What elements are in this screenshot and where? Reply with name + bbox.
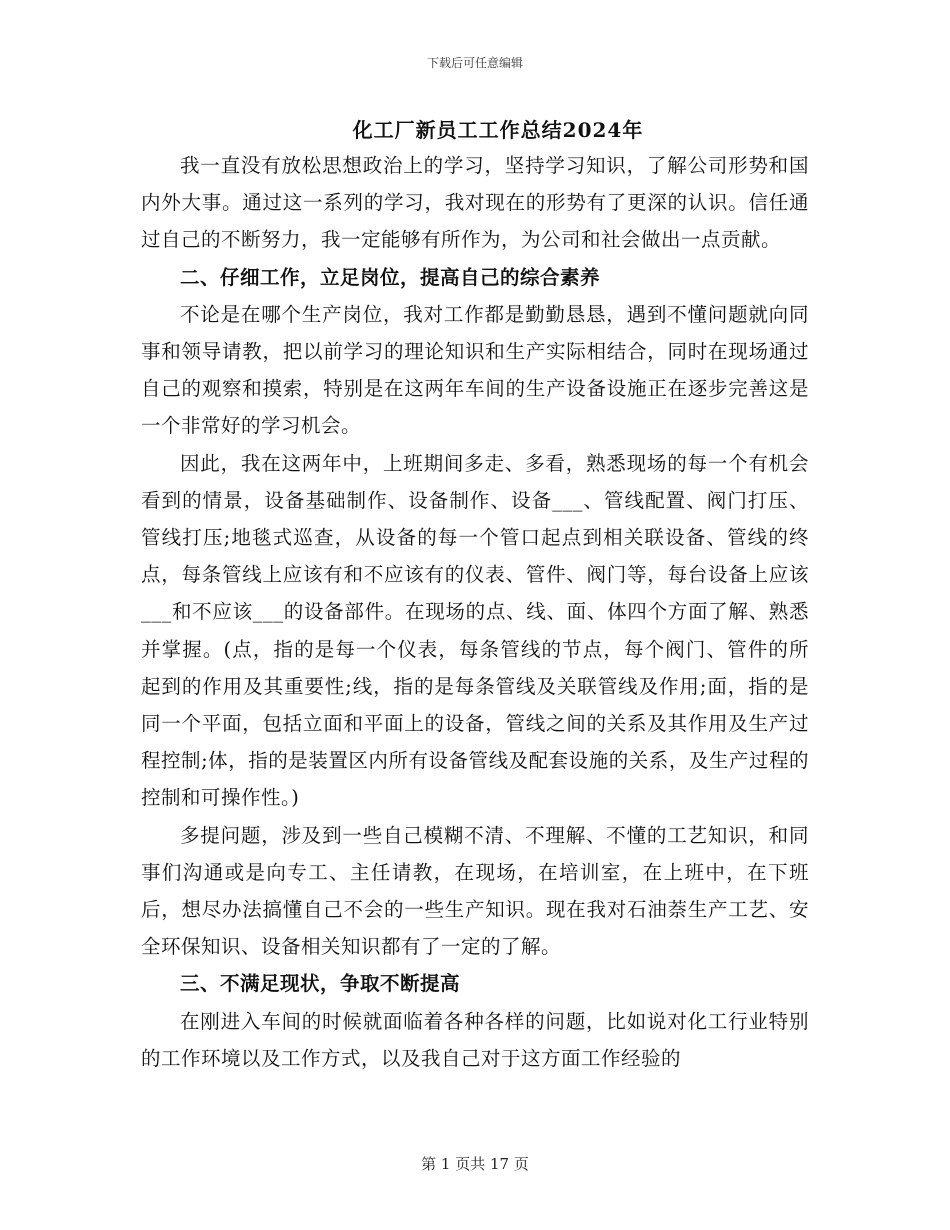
document-body [141, 147, 809, 1077]
page-footer: 第 1 页共 17 页 [421, 1155, 529, 1173]
section-heading-3: 三、不满足现状，争取不断提高 [180, 972, 461, 996]
header-note: 下载后可任意编辑 [426, 56, 523, 70]
paragraph-asking-questions: 多提问题，涉及到一些自己模糊不清、不理解、不懂的工艺知识，和同事们沟通或是向专工、主任请教，在现场，在培训室，在上班中，在下班后，想尽办法搞懂自己不会的一些生产知识。现在我对石油萘生产工艺、安全环保知识、设备相关知识都有了一定的了解。 [141, 823, 809, 959]
document-title: 化工厂新员工工作总结2024年 [352, 118, 644, 142]
section-heading-2: 二、仔细工作，立足岗位，提高自己的综合素养 [180, 265, 601, 289]
paragraph-intro: 我一直没有放松思想政治上的学习，坚持学习知识，了解公司形势和国内外大事。通过这一系列的学习，我对现在的形势有了更深的认识。信任通过自己的不断努力，我一定能够有所作为，为公司和社会做出一点贡献。 [141, 154, 809, 252]
paragraph-site-learning: 因此，我在这两年中，上班期间多走、多看，熟悉现场的每一个有机会看到的情景，设备基础制作、设备制作、设备___、管线配置、阀门打压、管线打压;地毯式巡查，从设备的每一个管口起点到相关联设备、管线的终点，每条管线上应该有和不应该有的仪表、管件、阀门等，每台设备上应该___和不应该___的设备部件。在现场的点、线、面、体四个方面了解、熟悉并掌握。(点，指的是每一个仪表，每条管线的节点，每个阀门、管件的所起到的作用及其重要性;线，指的是每条管线及关联管线及作用;面，指的是同一个平面，包括立面和平面上的设备，管线之间的关系及其作用及生产过程控制;体，指的是装置区内所有设备管线及配套设施的关系，及生产过程的控制和可操作性。) [141, 451, 809, 810]
paragraph-challenges: 在刚进入车间的时候就面临着各种各样的问题，比如说对化工行业特别的工作环境以及工作方式，以及我自己对于这方面工作经验的 [141, 1009, 809, 1070]
paragraph-work-attitude: 不论是在哪个生产岗位，我对工作都是勤勤恳恳，遇到不懂问题就向同事和领导请教，把以前学习的理论知识和生产实际相结合，同时在现场通过自己的观察和摸索，特别是在这两年车间的生产设备设施正在逐步完善这是一个非常好的学习机会。 [141, 302, 809, 438]
